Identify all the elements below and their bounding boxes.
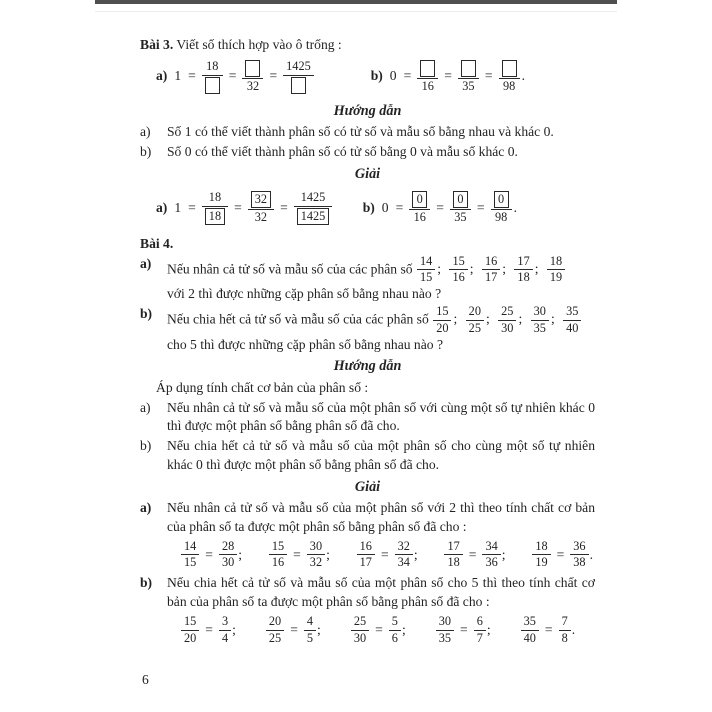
- fraction: $\frac{18}{19}$: [547, 255, 565, 286]
- equals-sign: =: [228, 68, 237, 84]
- equation: [356, 540, 418, 571]
- equation: [265, 615, 321, 646]
- item-text: Số 0 có thể viết thành phân số có tử số bằng 0 và mẫu số khác 0.: [167, 143, 518, 159]
- scan-shadow-line: [95, 11, 617, 12]
- fraction: $\frac{0}{16}$: [409, 191, 430, 225]
- equation: [180, 540, 242, 571]
- fraction-pair: [513, 253, 542, 285]
- equals-sign: =: [476, 199, 485, 215]
- fraction-pair: [465, 304, 494, 335]
- separator: ;: [501, 546, 506, 562]
- bai3-huongdan-heading: Hướng dẫn: [333, 102, 402, 119]
- equation-lead: 0: [389, 68, 397, 84]
- bai4-huongdan-heading: Hướng dẫn: [333, 358, 402, 375]
- fraction: $\frac{25}{30}$: [351, 615, 369, 646]
- fraction: $\frac{36}{38}$: [570, 540, 588, 571]
- bai3-label: Bài 3.: [140, 37, 174, 52]
- separator: ;: [534, 261, 539, 277]
- separator: ;: [453, 311, 458, 327]
- equals-sign: =: [269, 68, 278, 84]
- item-marker: a): [140, 399, 151, 415]
- fraction-pair: [497, 304, 526, 335]
- equals-sign: =: [280, 199, 288, 215]
- equals-sign: =: [544, 621, 553, 637]
- fraction-pair: [530, 304, 559, 335]
- equals-sign: =: [205, 546, 213, 562]
- bai4-statement-b: [140, 305, 595, 354]
- separator: ;: [469, 261, 474, 277]
- fraction: $\frac{17}{18}$: [514, 255, 532, 286]
- fraction: $\frac{20}{25}$: [466, 305, 484, 336]
- fraction: 1425: [283, 60, 314, 94]
- item-marker: a): [156, 68, 168, 84]
- equals-sign: =: [188, 68, 196, 84]
- fraction: $\frac{4}{5}$: [304, 615, 316, 646]
- separator: ;: [486, 621, 491, 637]
- item-text: [167, 255, 595, 304]
- fraction: $\frac{15}{20}$: [433, 305, 451, 336]
- fraction: $\frac{6}{7}$: [474, 615, 486, 646]
- equation-tail: .: [513, 199, 517, 215]
- fraction: $\frac{14}{15}$: [417, 255, 435, 286]
- fraction: $\frac{7}{8}$: [559, 615, 571, 646]
- fraction-pair: [562, 304, 587, 335]
- bai3-solution-equation-a: [156, 191, 334, 225]
- statement-text: Nếu nhân cả tử số và mẫu số của các phân số: [167, 261, 413, 277]
- fraction: $\frac{30}{35}$: [436, 615, 454, 646]
- equation-tail: .: [521, 68, 525, 84]
- equals-sign: =: [395, 199, 404, 215]
- bai3-title-line: [140, 36, 595, 55]
- separator: ;: [502, 261, 507, 277]
- fraction: $\frac{20}{25}$: [266, 615, 284, 646]
- separator: ;: [437, 261, 442, 277]
- bai4-statement-a: [140, 255, 595, 304]
- fraction-pair: [481, 253, 510, 285]
- fraction: $\frac{32}{32}$: [248, 191, 274, 225]
- equation: [531, 540, 593, 571]
- fraction: $\frac{16}{17}$: [482, 255, 500, 286]
- fraction: $\frac{14}{15}$: [181, 540, 199, 571]
- equation-lead: 1: [174, 68, 182, 84]
- scan-edge-artifact: [95, 0, 617, 4]
- item-text: Nếu chia hết cả tử số và mẫu số của một phân số cho 5 thì theo tính chất cơ bản của phân số ta được một phân số bằng phân số đã cho :: [167, 575, 595, 609]
- fraction: $\frac{3}{4}$: [219, 615, 231, 646]
- fraction: $\frac{32}{34}$: [395, 540, 413, 571]
- equation: [350, 615, 406, 646]
- fraction: $\frac{15}{16}$: [269, 540, 287, 571]
- equals-sign: =: [188, 199, 196, 215]
- fraction: 35: [458, 60, 479, 94]
- bai3-huongdan-item-a: [140, 123, 595, 142]
- bai4-huongdan-item-b: [140, 437, 595, 475]
- fraction: $\frac{5}{6}$: [389, 615, 401, 646]
- bai3-statement-equation-b: [371, 60, 525, 94]
- fraction: $\frac{30}{32}$: [307, 540, 325, 571]
- bai4-huongdan-intro: Áp dụng tính chất cơ bản của phân số :: [156, 379, 369, 395]
- item-marker: b): [370, 68, 383, 84]
- page-number: 6: [142, 672, 149, 687]
- equals-sign: =: [468, 546, 477, 562]
- bai3-title-text: Viết số thích hợp vào ô trống :: [176, 37, 342, 52]
- fraction: $\frac{0}{35}$: [450, 191, 471, 225]
- item-marker: b): [140, 306, 153, 321]
- statement-text: Nếu chia hết cả tử số và mẫu số của các phân số: [167, 311, 429, 327]
- fraction: $\frac{35}{40}$: [563, 305, 581, 336]
- item-marker: b): [140, 143, 152, 159]
- fraction: 32: [242, 60, 263, 94]
- equals-sign: =: [234, 199, 242, 215]
- bai4-giai-b-equations: [140, 615, 595, 646]
- equation-lead: 1: [174, 199, 182, 215]
- equals-sign: =: [293, 546, 301, 562]
- bai3-solution-equations: [140, 186, 595, 230]
- separator: ;: [326, 546, 330, 562]
- separator: ;: [485, 311, 490, 327]
- item-text: Số 1 có thể viết thành phân số có tử số và mẫu số bằng nhau và khác 0.: [167, 124, 554, 140]
- equation: [435, 615, 491, 646]
- item-text: Nếu chia hết cả tử số và mẫu số của một phân số cho cùng một số tự nhiên khác 0 thì được một phân số bằng phân số đã cho.: [167, 438, 595, 472]
- fraction: $\frac{35}{40}$: [521, 615, 539, 646]
- item-marker: b): [362, 199, 375, 215]
- equation: [268, 540, 330, 571]
- fraction-pair: [546, 253, 571, 285]
- separator: .: [589, 546, 593, 562]
- fraction: $\frac{15}{16}$: [449, 255, 467, 286]
- item-text: [167, 305, 595, 354]
- equals-sign: =: [290, 621, 298, 637]
- separator: ;: [401, 621, 406, 637]
- separator: ;: [238, 546, 243, 562]
- bai3-statement-equation-a: [156, 60, 316, 94]
- equation: [443, 540, 505, 571]
- fraction: 18: [202, 60, 223, 94]
- fraction: $\frac{16}{17}$: [357, 540, 375, 571]
- item-marker: a): [140, 255, 152, 271]
- separator: ;: [317, 621, 321, 637]
- fraction-pair: [448, 253, 477, 285]
- item-text: Nếu nhân cả tử số và mẫu số của một phân số với cùng một số tự nhiên khác 0 thì được một phân số bằng phân số đã cho.: [167, 399, 595, 434]
- item-marker: b): [140, 438, 152, 454]
- bai4-label: Bài 4.: [140, 235, 174, 251]
- equals-sign: =: [403, 68, 412, 84]
- bai4-giai-b-text: [140, 574, 595, 612]
- fraction: $\frac{17}{18}$: [444, 540, 462, 571]
- item-marker: a): [140, 500, 152, 516]
- bai3-statement-equations: [140, 55, 595, 99]
- equation: [520, 615, 576, 646]
- fraction: $\frac{18}{19}$: [532, 540, 550, 571]
- equals-sign: =: [205, 621, 213, 637]
- bai3-solution-equation-b: [363, 191, 517, 225]
- page-content: [140, 36, 595, 649]
- fraction: $\frac{1425}{1425}$: [294, 191, 333, 225]
- bai3-huongdan-item-b: [140, 143, 595, 162]
- equals-sign: =: [380, 546, 389, 562]
- fraction: $\frac{18}{18}$: [202, 191, 228, 225]
- fraction: $\frac{34}{36}$: [482, 540, 500, 571]
- equals-sign: =: [436, 199, 444, 215]
- separator: ;: [232, 621, 236, 637]
- statement-text: với 2 thì được những cặp phân số bằng nhau nào ?: [167, 286, 442, 302]
- separator: ;: [413, 546, 418, 562]
- separator: .: [571, 621, 576, 637]
- equals-sign: =: [556, 546, 565, 562]
- fraction-pair: [416, 253, 445, 285]
- bai3-giai-heading: Giải: [354, 165, 381, 182]
- statement-text: cho 5 thì được những cặp phân số bằng nhau nào ?: [167, 336, 443, 352]
- fraction-pair: [432, 304, 461, 335]
- equation: [180, 615, 236, 646]
- equals-sign: =: [484, 68, 493, 84]
- fraction: $\frac{25}{30}$: [498, 305, 516, 336]
- equals-sign: =: [460, 621, 468, 637]
- equation-lead: 0: [381, 199, 389, 215]
- fraction: $\frac{0}{98}$: [491, 191, 512, 225]
- separator: ;: [518, 311, 523, 327]
- bai4-giai-heading: Giải: [354, 478, 381, 495]
- item-marker: a): [140, 124, 151, 140]
- equals-sign: =: [375, 621, 383, 637]
- fraction: 16: [417, 60, 438, 94]
- fraction: $\frac{30}{35}$: [531, 305, 549, 336]
- fraction: $\frac{28}{30}$: [219, 540, 237, 571]
- fraction: $\frac{15}{20}$: [181, 615, 199, 646]
- fraction: 98: [499, 60, 520, 94]
- item-marker: b): [140, 575, 153, 591]
- item-text: Nếu nhân cả tử số và mẫu số của một phân số với 2 thì theo tính chất cơ bản của phân số ta được một phân số bằng phân số đã cho :: [167, 500, 595, 534]
- separator: ;: [550, 311, 555, 327]
- bai4-giai-a-text: [140, 499, 595, 537]
- item-marker: a): [156, 199, 168, 215]
- equals-sign: =: [444, 68, 452, 84]
- bai4-giai-a-equations: [140, 540, 595, 571]
- bai4-huongdan-item-a: [140, 399, 595, 437]
